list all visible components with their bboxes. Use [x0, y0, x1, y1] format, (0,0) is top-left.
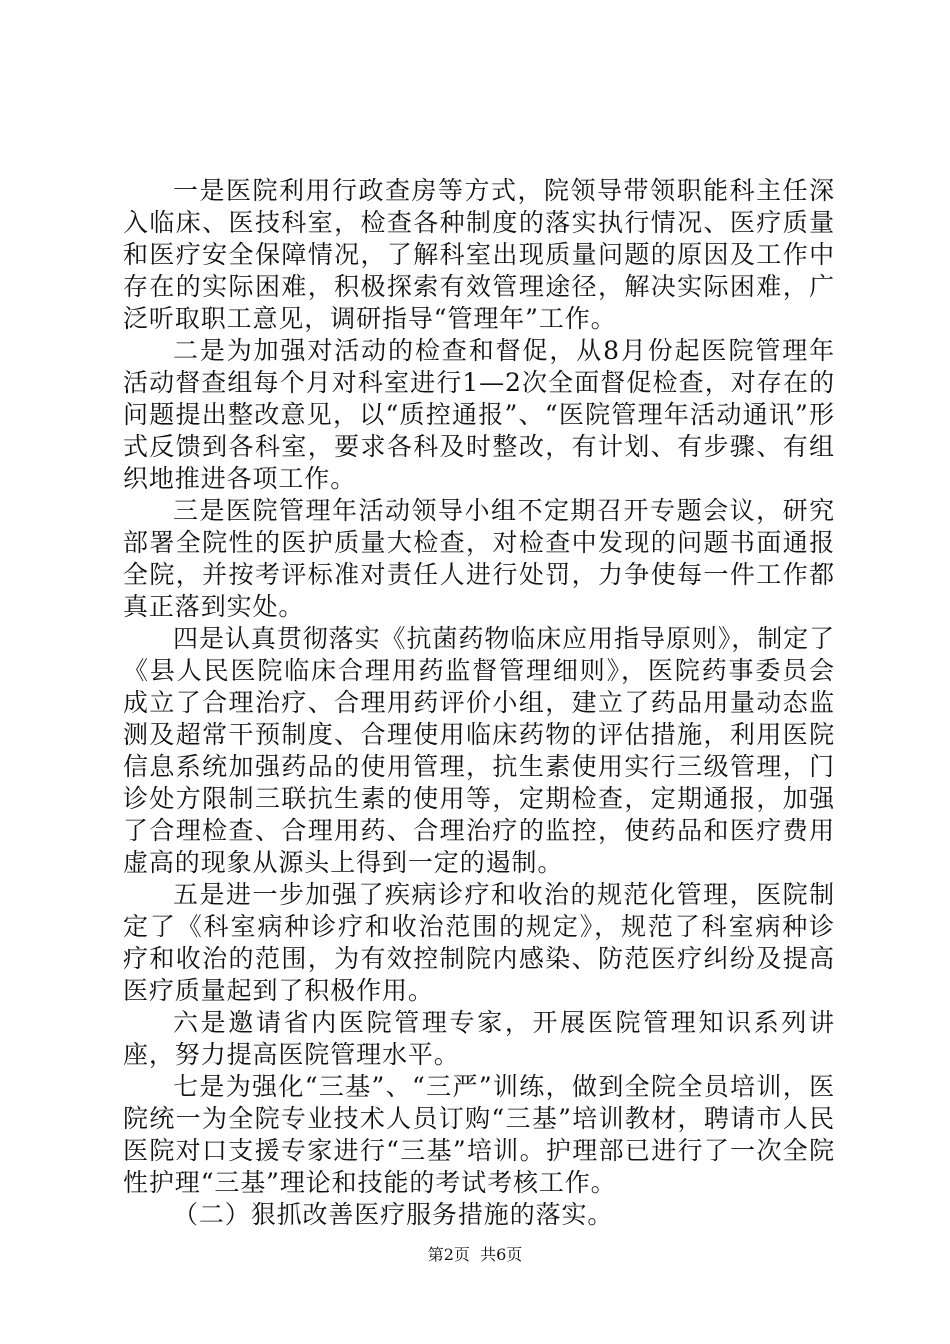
paragraph-5: 五是进一步加强了疾病诊疗和收治的规范化管理，医院制定了《科室病种诊疗和收治范围的规定》，规范了科室病种诊疗和收治的范围，为有效控制院内感染、防范医疗纠纷及提高医疗质量起到了积极作用。 [123, 880, 835, 1005]
paragraph-8: （二）狠抓改善医疗服务措施的落实。 [173, 1200, 614, 1229]
paragraph-7: 七是为强化“三基”、“三严”训练，做到全院全员培训，医院统一为全院专业技术人员订购“三基”培训教材，聘请市人民医院对口支援专家进行“三基”培训。护理部已进行了一次全院性护理“三基”理论和技能的考试考核工作。 [123, 1072, 835, 1197]
page-number: 第2页 [427, 1245, 470, 1264]
paragraph-6: 六是邀请省内医院管理专家，开展医院管理知识系列讲座，努力提高医院管理水平。 [123, 1008, 835, 1069]
paragraph-2: 二是为加强对活动的检查和督促，从8月份起医院管理年活动督查组每个月对科室进行1—2次全面督促检查，对存在的问题提出整改意见，以“质控通报”、“医院管理年活动通讯”形式反馈到各科室，要求各科及时整改，有计划、有步骤、有组织地推进各项工作。 [123, 336, 835, 493]
document-body [123, 175, 835, 1231]
paragraph-3: 三是医院管理年活动领导小组不定期召开专题会议，研究部署全院性的医护质量大检查，对检查中发现的问题书面通报全院，并按考评标准对责任人进行处罚，力争使每一件工作都真正落到实处。 [123, 496, 835, 621]
page-footer [0, 1242, 950, 1265]
page-total: 共6页 [480, 1245, 523, 1264]
paragraph-4: 四是认真贯彻落实《抗菌药物临床应用指导原则》，制定了《县人民医院临床合理用药监督管理细则》，医院药事委员会成立了合理治疗、合理用药评价小组，建立了药品用量动态监测及超常干预制度、合理使用临床药物的评估措施，利用医院信息系统加强药品的使用管理，抗生素使用实行三级管理，门诊处方限制三联抗生素的使用等，定期检查，定期通报，加强了合理检查、合理用药、合理治疗的监控，使药品和医疗费用虚高的现象从源头上得到一定的遏制。 [123, 624, 835, 877]
paragraph-1: 一是医院利用行政查房等方式，院领导带领职能科主任深入临床、医技科室，检查各种制度的落实执行情况、医疗质量和医疗安全保障情况，了解科室出现质量问题的原因及工作中存在的实际困难，积极探索有效管理途径，解决实际困难，广泛听取职工意见，调研指导“管理年”工作。 [123, 176, 835, 333]
